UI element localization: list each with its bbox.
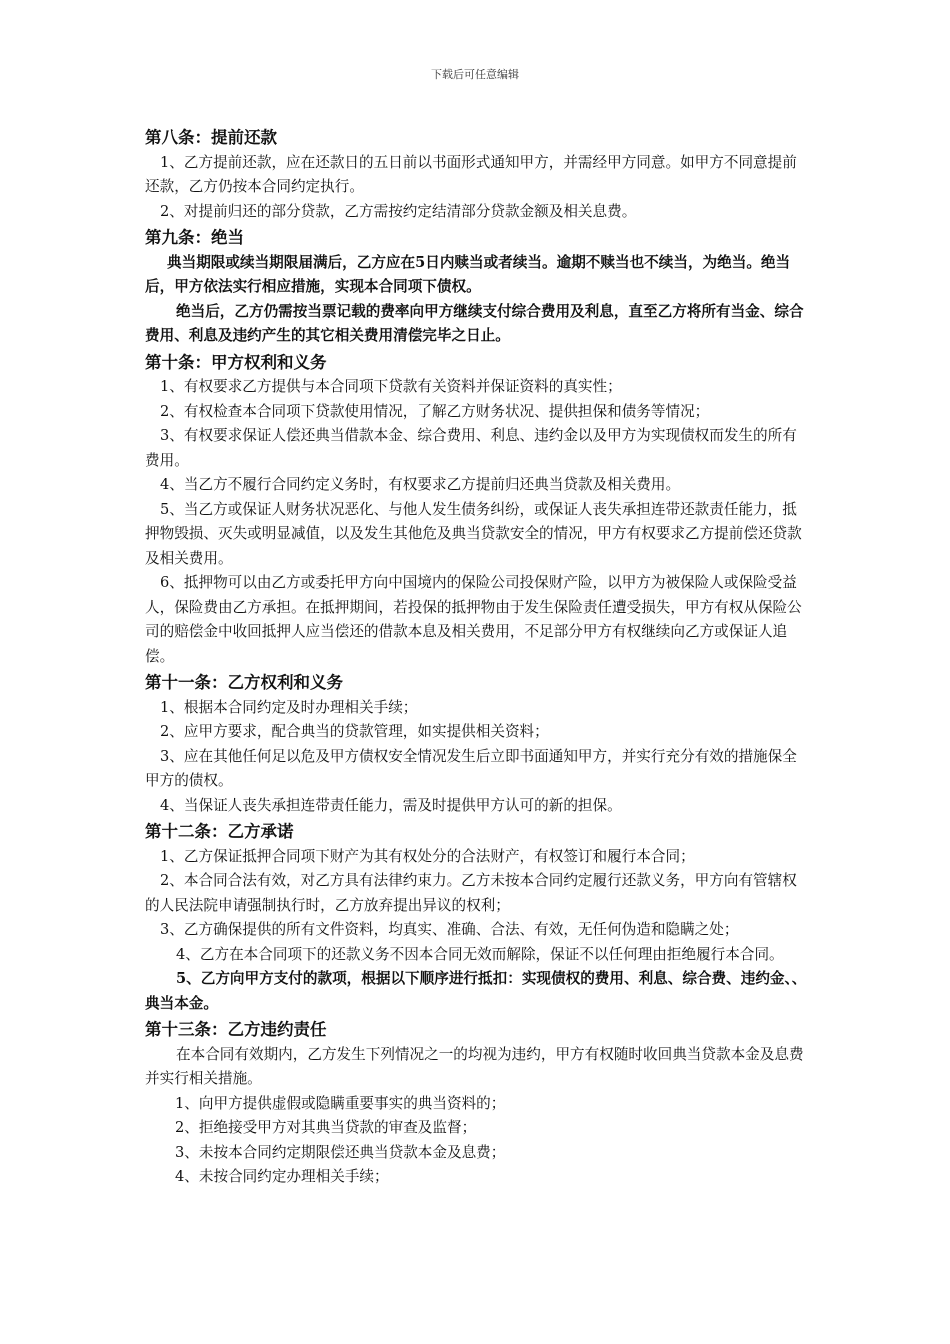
list-item: 1、向甲方提供虚假或隐瞒重要事实的典当资料的； bbox=[175, 1094, 506, 1112]
paragraph: 3、乙方确保提供的所有文件资料，均真实、准确、合法、有效，无任何伪造和隐瞒之处； bbox=[160, 921, 739, 938]
paragraph: 4、当保证人丧失承担连带责任能力，需及时提供甲方认可的新的担保。 bbox=[160, 796, 622, 814]
paragraph: 1、根据本合同约定及时办理相关手续； bbox=[160, 698, 418, 716]
paragraph: 5、乙方向甲方支付的款项，根据以下顺序进行抵扣：实现债权的费用、利息、综合费、违约金、、典当本金。 bbox=[145, 970, 807, 1012]
list-item: 4、未按合同约定办理相关手续； bbox=[175, 1168, 389, 1185]
paragraph: 绝当后，乙方仍需按当票记载的费率向甲方继续支付综合费用及利息，直至乙方将所有当金、综合费用、利息及违约产生的其它相关费用清偿完毕之日止。 bbox=[145, 302, 804, 344]
paragraph: 3、应在其他任何足以危及甲方债权安全情况发生后立即书面通知甲方，并实行充分有效的措施保全甲方的债权。 bbox=[145, 747, 797, 789]
paragraph: 在本合同有效期内，乙方发生下列情况之一的均视为违约，甲方有权随时收回典当贷款本金及息费并实行相关措施。 bbox=[145, 1045, 804, 1087]
paragraph: 2、对提前归还的部分贷款，乙方需按约定结清部分贷款金额及相关息费。 bbox=[160, 202, 637, 220]
section-title: 第八条：提前还款 bbox=[145, 128, 277, 147]
paragraph: 1、乙方提前还款，应在还款日的五日前以书面形式通知甲方，并需经甲方同意。如甲方不同意提前还款，乙方仍按本合同约定执行。 bbox=[145, 153, 797, 195]
section-title: 第十一条：乙方权利和义务 bbox=[145, 673, 343, 692]
section-title: 第十条：甲方权利和义务 bbox=[145, 352, 327, 372]
paragraph: 3、有权要求保证人偿还典当借款本金、综合费用、利息、违约金以及甲方为实现债权而发生的所有费用。 bbox=[145, 427, 797, 469]
section-title: 第九条：绝当 bbox=[145, 228, 244, 247]
paragraph: 1、有权要求乙方提供与本合同项下贷款有关资料并保证资料的真实性； bbox=[160, 378, 622, 395]
paragraph: 4、乙方在本合同项下的还款义务不因本合同无效而解除，保证不以任何理由拒绝履行本合同。 bbox=[176, 945, 784, 963]
section-title: 第十二条：乙方承诺 bbox=[145, 822, 294, 841]
list-item: 2、拒绝接受甲方对其典当贷款的审查及监督； bbox=[175, 1119, 477, 1136]
paragraph: 1、乙方保证抵押合同项下财产为其有权处分的合法财产，有权签订和履行本合同； bbox=[160, 847, 695, 865]
document-body bbox=[145, 124, 809, 1190]
paragraph: 2、应甲方要求，配合典当的贷款管理，如实提供相关资料； bbox=[160, 723, 549, 740]
paragraph: 典当期限或续当期限届满后，乙方应在5日内赎当或者续当。逾期不赎当也不续当，为绝当。绝当后，甲方依法实行相应措施，实现本合同项下债权。 bbox=[145, 253, 791, 295]
paragraph: 5、当乙方或保证人财务状况恶化、与他人发生债务纠纷，或保证人丧失承担连带还款责任能力，抵押物毁损、灭失或明显减值，以及发生其他危及典当贷款安全的情况，甲方有权要求乙方提前偿还贷款及相关费用。 bbox=[145, 500, 802, 567]
list-item: 3、未按本合同约定期限偿还典当贷款本金及息费； bbox=[175, 1143, 506, 1161]
paragraph: 4、当乙方不履行合同约定义务时，有权要求乙方提前归还典当贷款及相关费用。 bbox=[160, 476, 681, 493]
page-header: 下载后可任意编辑 bbox=[431, 68, 519, 81]
section-title: 第十三条：乙方违约责任 bbox=[145, 1020, 327, 1039]
paragraph: 2、本合同合法有效，对乙方具有法律约束力。乙方未按本合同约定履行还款义务，甲方向有管辖权的人民法院申请强制执行时，乙方放弃提出异议的权利； bbox=[145, 872, 797, 914]
paragraph: 6、抵押物可以由乙方或委托甲方向中国境内的保险公司投保财产险，以甲方为被保险人或保险受益人，保险费由乙方承担。在抵押期间，若投保的抵押物由于发生保险责任遭受损失，甲方有权从保险公司的赔偿金中收回抵押人应当偿还的借款本息及相关费用，不足部分甲方有权继续向乙方或保证人追偿。 bbox=[145, 574, 802, 665]
paragraph: 2、有权检查本合同项下贷款使用情况，了解乙方财务状况、提供担保和债务等情况； bbox=[160, 402, 710, 420]
